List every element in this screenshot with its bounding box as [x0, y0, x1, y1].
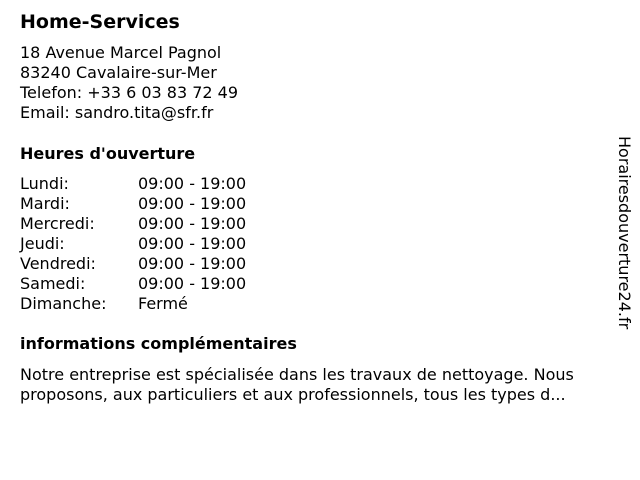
day-hours: 09:00 - 19:00: [138, 194, 247, 213]
day-hours: 09:00 - 19:00: [138, 254, 247, 273]
description-line: Notre entreprise est spécialisée dans les travaux de nettoyage. Nous: [20, 365, 574, 384]
hours-row-monday: [20, 174, 246, 194]
business-description: [20, 365, 630, 405]
hours-row-thursday: [20, 234, 246, 254]
day-label: Mardi:: [20, 194, 70, 213]
day-hours: Fermé: [138, 294, 188, 313]
site-watermark: Horairesdouverture24.fr: [615, 136, 634, 330]
day-hours: 09:00 - 19:00: [138, 274, 247, 293]
address-block: [20, 43, 238, 123]
day-label: Samedi:: [20, 274, 86, 293]
additional-info-heading: informations complémentaires: [20, 334, 297, 353]
hours-row-saturday: [20, 274, 246, 294]
opening-hours-heading: Heures d'ouverture: [20, 144, 196, 163]
opening-hours-table: [20, 174, 246, 314]
day-hours: 09:00 - 19:00: [138, 214, 247, 233]
hours-row-wednesday: [20, 214, 246, 234]
description-line: proposons, aux particuliers et aux professionnels, tous les types d...: [20, 385, 566, 404]
day-label: Dimanche:: [20, 294, 107, 313]
phone-number: Telefon: +33 6 03 83 72 49: [20, 83, 239, 102]
day-label: Mercredi:: [20, 214, 95, 233]
email-address: Email: sandro.tita@sfr.fr: [20, 103, 214, 122]
day-label: Jeudi:: [20, 234, 65, 253]
hours-row-sunday: [20, 294, 246, 314]
day-hours: 09:00 - 19:00: [138, 174, 247, 193]
day-label: Vendredi:: [20, 254, 96, 273]
day-label: Lundi:: [20, 174, 69, 193]
business-name: Home-Services: [20, 11, 180, 33]
address-city: 83240 Cavalaire-sur-Mer: [20, 63, 217, 82]
hours-row-tuesday: [20, 194, 246, 214]
day-hours: 09:00 - 19:00: [138, 234, 247, 253]
hours-row-friday: [20, 254, 246, 274]
address-street: 18 Avenue Marcel Pagnol: [20, 43, 222, 62]
